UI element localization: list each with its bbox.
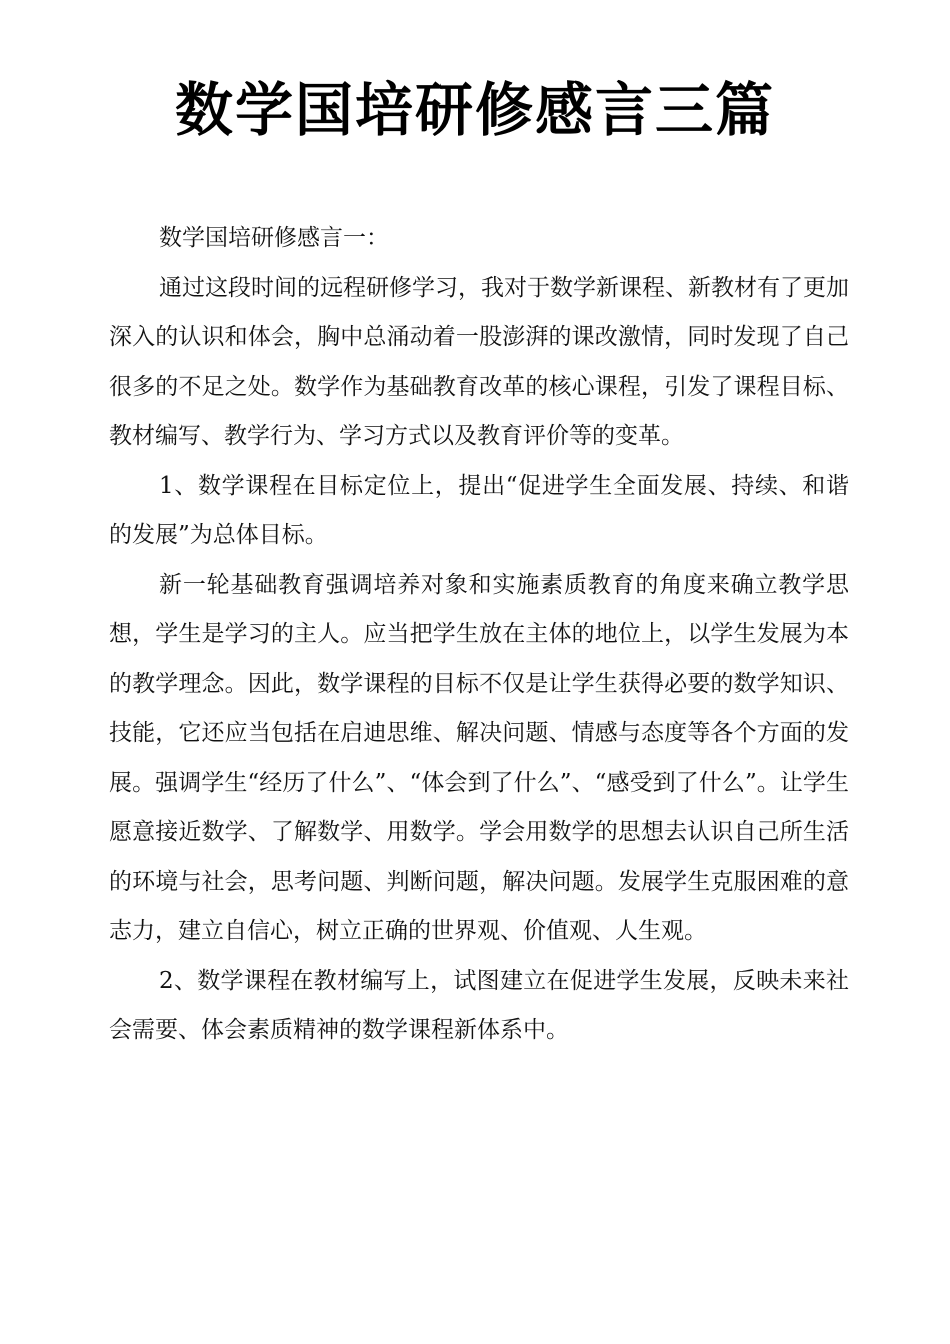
body-paragraph: 通过这段时间的远程研修学习，我对于数学新课程、新教材有了更加深入的认识和体会，胸中总涌动着一股澎湃的课改激情，同时发现了自己很多的不足之处。数学作为基础教育改革的核心课程，引发了课程目标、教材编写、教学行为、学习方式以及教育评价等的变革。	[109, 274, 849, 449]
body-paragraph: 新一轮基础教育强调培养对象和实施素质教育的角度来确立教学思想，学生是学习的主人。应当把学生放在主体的地位上，以学生发展为本的教学理念。因此，数学课程的目标不仅是让学生获得必要的数学知识、技能，它还应当包括在启迪思维、解决问题、情感与态度等各个方面的发展。强调学生“经历了什么”、“体会到了什么”、“感受到了什么”。让学生愿意接近数学、了解数学、用数学。学会用数学的思想去认识自己所生活的环境与社会，思考问题、判断问题，解决问题。发展学生克服困难的意志力，建立自信心，树立正确的世界观、价值观、人生观。	[109, 571, 849, 944]
document-title: 数学国培研修感言三篇	[174, 76, 775, 144]
document-body	[109, 214, 849, 1056]
body-paragraph: 1、数学课程在目标定位上，提出“促进学生全面发展、持续、和谐的发展”为总体目标。	[109, 472, 849, 548]
body-paragraph: 2、数学课程在教材编写上，试图建立在促进学生发展，反映未来社会需要、体会素质精神的数学课程新体系中。	[109, 967, 849, 1043]
section-heading: 数学国培研修感言一：	[159, 225, 389, 251]
